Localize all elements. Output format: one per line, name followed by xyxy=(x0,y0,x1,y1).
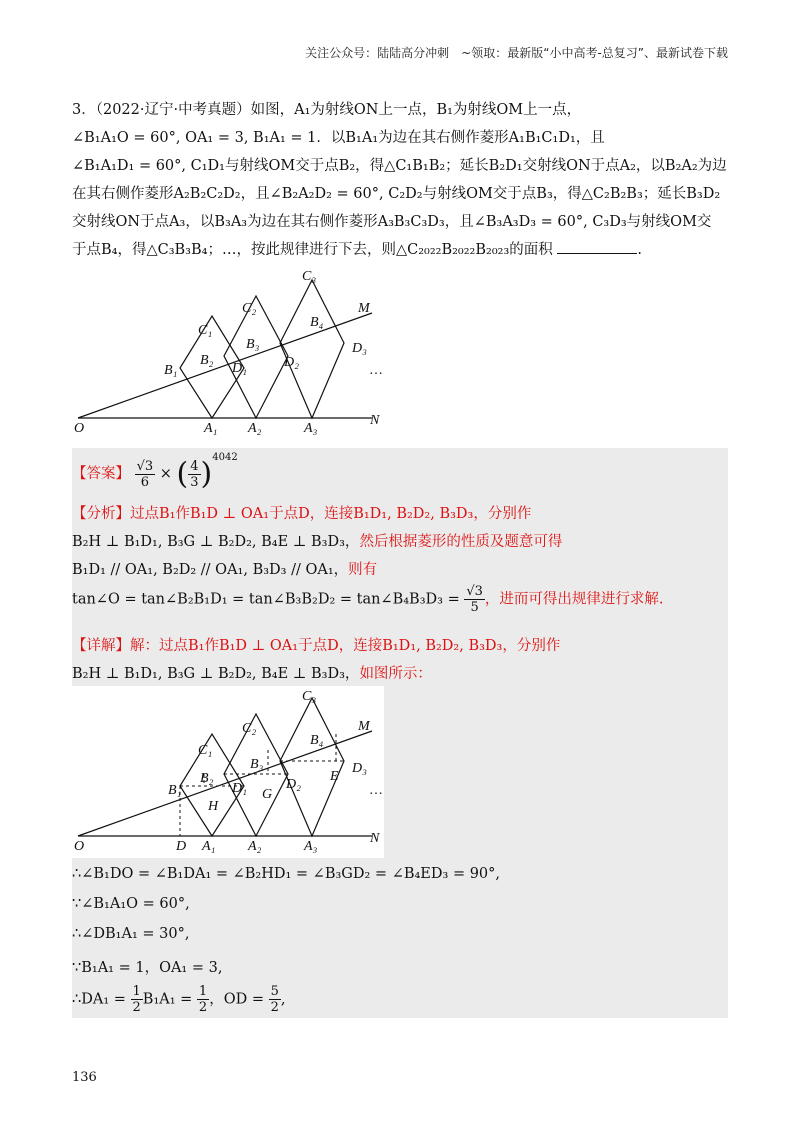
label-C2: C₂ xyxy=(242,721,257,736)
question-line: ∠B₁A₁D₁ = 60°, C₁D₁与射线OM交于点B₂，得△C₁B₁B₂；延长B₂D₁交射线ON于点A₂，以B₂A₂为边 xyxy=(72,158,727,174)
label-B2: B₂ xyxy=(200,353,214,368)
question-line: 3．（2022·辽宁·中考真题）如图，A₁为射线ON上一点，B₁为射线OM上一点， xyxy=(72,102,582,118)
label-N: N xyxy=(370,831,380,846)
analysis-line: 则有 xyxy=(348,562,378,578)
label-A1: A₁ xyxy=(204,421,218,436)
label-D: D xyxy=(176,839,187,854)
label-O: O xyxy=(74,421,85,436)
analysis-line: 然后根据菱形的性质及题意可得 xyxy=(359,534,563,550)
detail-line: 解：过点B₁作B₁D ⊥ OA₁ xyxy=(130,638,299,654)
step-line: ∵∠B₁A₁O = 60°, xyxy=(72,896,190,912)
label-B4: B₄ xyxy=(310,315,324,330)
page-number: 136 xyxy=(72,1070,97,1085)
label-D3: D₃ xyxy=(352,761,367,776)
frac-den: 2 xyxy=(270,1000,279,1015)
label-C1: C₁ xyxy=(198,323,213,338)
step-line: ∴∠DB₁A₁ = 30°, xyxy=(72,926,190,942)
label-A1: A₁ xyxy=(202,839,216,854)
step-text: B₁A₁ = xyxy=(142,991,193,1008)
detail-line: 如图所示： xyxy=(359,666,432,682)
label-D1: D₁ xyxy=(232,361,247,376)
answer-row: 【答案】 $\frac{√3}{6}$ × ( $\frac{4}{3}$ )$^{4042}$ xyxy=(72,452,238,492)
step-line: ∵B₁A₁ = 1，OA₁ = 3, xyxy=(72,960,223,976)
frac-num: 5 xyxy=(270,984,279,999)
label-C2: C₂ xyxy=(242,301,257,316)
question-line: 交射线ON于点A₃，以B₃A₃为边在其右侧作菱形A₃B₃C₃D₃，且∠B₃A₃D₃ = 60°, C₃D₃与射线OM交 xyxy=(72,214,712,230)
label-C3: C₃ xyxy=(302,689,317,704)
label-B1: B₁ xyxy=(168,783,182,798)
label-A2: A₂ xyxy=(248,839,262,854)
answer-tag: 【答案】 xyxy=(72,466,130,482)
paren-den: 3 xyxy=(190,474,199,490)
label-D2: D₂ xyxy=(286,777,301,792)
figure-rhombus-chain xyxy=(72,268,392,438)
label-E: E xyxy=(330,769,339,784)
question xyxy=(72,96,728,264)
label-M: M xyxy=(358,301,370,316)
answer-blank xyxy=(557,239,637,254)
detail-line: 于点D，连接B₁D₁, B₂D₂, B₃D₃，分别作 xyxy=(298,638,561,654)
label-D3: D₃ xyxy=(352,341,367,356)
label-A3: A₃ xyxy=(304,839,318,854)
paren-num: 4 xyxy=(190,458,199,474)
answer-times: × xyxy=(159,466,172,482)
step-line-last xyxy=(72,984,728,1015)
label-A2: A₂ xyxy=(248,421,262,436)
analysis-line: ，进而可得出规律进行求解. xyxy=(484,591,664,608)
analysis-line: tan∠O = tan∠B₂B₁D₁ = tan∠B₃B₂D₂ = tan∠B₄B₃D₃ = xyxy=(72,591,460,608)
label-dots: … xyxy=(370,363,383,378)
label-B4: B₄ xyxy=(310,733,324,748)
answer-num: √3 xyxy=(136,458,154,474)
detail-line: B₂H ⊥ B₁D₁, B₃G ⊥ B₂D₂, B₄E ⊥ B₃D₃， xyxy=(72,666,360,682)
question-line: 在其右侧作菱形A₂B₂C₂D₂，且∠B₂A₂D₂ = 60°, C₂D₂与射线OM交于点B₃，得△C₂B₂B₃；延长B₃D₂ xyxy=(72,186,721,202)
label-C1: C₁ xyxy=(198,743,213,758)
label-M: M xyxy=(358,719,370,734)
answer-exponent: 4042 xyxy=(212,452,238,463)
frac-num: 1 xyxy=(198,984,208,999)
analysis-line: 过点B₁作B₁D ⊥ OA₁于点D，连接B₁D₁, B₂D₂, B₃D₃，分别作 xyxy=(130,506,532,522)
label-O: O xyxy=(74,839,85,854)
label-B2: B₂ xyxy=(200,771,214,786)
question-line: 于点B₄，得△C₃B₃B₄；…，按此规律进行下去，则△C₂₀₂₂B₂₀₂₂B₂₀₂₃的面积 xyxy=(72,242,553,258)
step-line: ∴∠B₁DO = ∠B₁DA₁ = ∠B₂HD₁ = ∠B₃GD₂ = ∠B₄ED₃ = 90°, xyxy=(72,866,501,882)
tan-den: 5 xyxy=(470,600,479,615)
label-N: N xyxy=(370,413,380,428)
detail-tag: 【详解】 xyxy=(72,638,130,654)
label-C3: C₃ xyxy=(302,269,317,284)
frac-den: 2 xyxy=(132,1000,141,1015)
figure-auxiliary xyxy=(72,686,384,858)
label-D1: D₁ xyxy=(232,781,247,796)
label-A3: A₃ xyxy=(304,421,318,436)
question-line: ∠B₁A₁O = 60°, OA₁ = 3, B₁A₁ = 1．以B₁A₁为边在其右侧作菱形A₁B₁C₁D₁，且 xyxy=(72,130,605,146)
step-text: , xyxy=(280,991,286,1008)
analysis-tag: 【分析】 xyxy=(72,506,130,522)
label-B1: B₁ xyxy=(164,363,178,378)
header-note: 关注公众号：陆陆高分冲刺 ~领取：最新版“小中高考-总复习”、最新试卷下载 xyxy=(305,46,728,60)
frac-den: 2 xyxy=(198,1000,208,1015)
tan-num: √3 xyxy=(466,584,483,599)
label-dots: … xyxy=(370,783,383,798)
label-G: G xyxy=(262,787,273,802)
label-B3: B₃ xyxy=(246,337,260,352)
label-B3: B₃ xyxy=(250,757,264,772)
step-text: ，OD = xyxy=(209,991,264,1008)
frac-num: 1 xyxy=(132,984,141,999)
label-H: H xyxy=(208,799,219,814)
answer-den: 6 xyxy=(140,474,150,490)
analysis-line: B₂H ⊥ B₁D₁, B₃G ⊥ B₂D₂, B₄E ⊥ B₃D₃， xyxy=(72,534,360,550)
question-end: . xyxy=(637,242,642,258)
analysis-line: B₁D₁ // OA₁, B₂D₂ // OA₁, B₃D₃ // OA₁， xyxy=(72,562,349,578)
label-D2: D₂ xyxy=(284,355,299,370)
step-text: ∴DA₁ = xyxy=(72,991,126,1008)
